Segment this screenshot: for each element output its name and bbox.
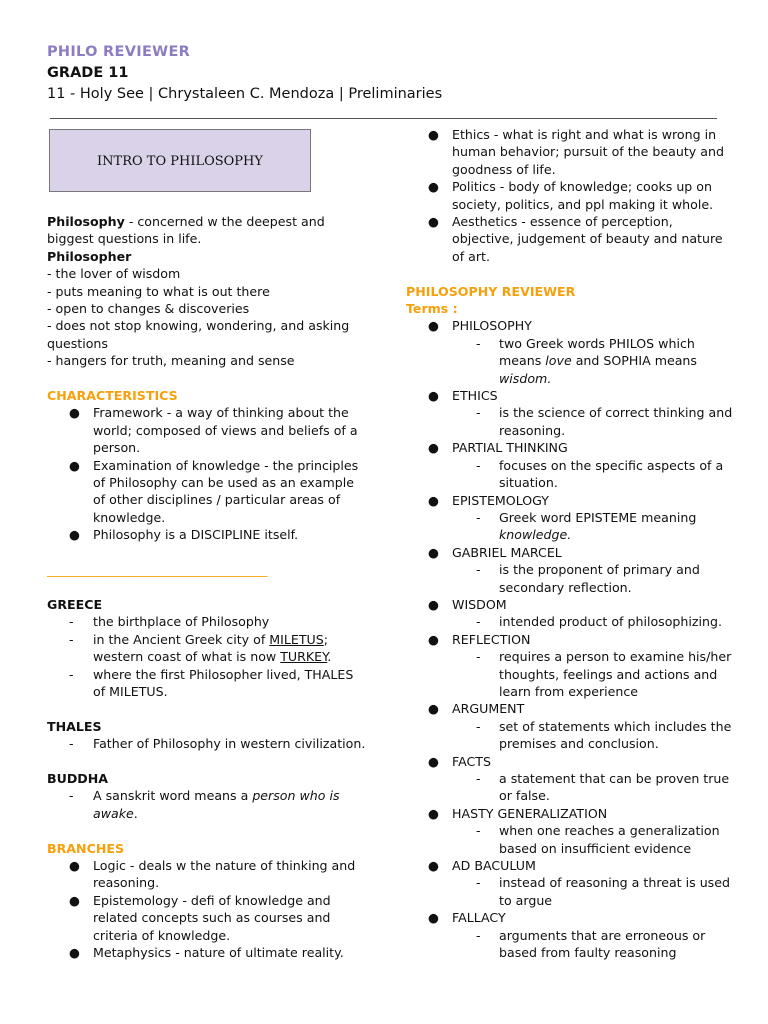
bullet-icon: ● xyxy=(428,214,439,230)
list-item-text: Philosophy is a DISCIPLINE itself. xyxy=(93,527,299,543)
dash-marker: - xyxy=(476,823,481,839)
term-name: FALLACY xyxy=(452,910,506,926)
term-item xyxy=(406,317,736,334)
miletus-link-text: MILETUS xyxy=(269,631,324,647)
term-item xyxy=(406,909,736,926)
dash-marker: - xyxy=(476,718,481,734)
dash-marker: - xyxy=(476,405,481,421)
term-item xyxy=(406,544,736,561)
term-def-text: set of statements which includes the premises and conclusion. xyxy=(499,718,732,752)
term-definition xyxy=(406,874,736,909)
turkey-link-text: TURKEY xyxy=(280,649,328,665)
term-def-text: focuses on the specific aspects of a situation. xyxy=(499,457,724,491)
term-name: ARGUMENT xyxy=(452,701,525,717)
dash-marker: - xyxy=(476,335,481,351)
list-item-text: Metaphysics - nature of ultimate reality. xyxy=(93,944,344,960)
grade-label: GRADE 11 xyxy=(47,65,129,81)
term-name: ETHICS xyxy=(452,388,498,404)
dash-marker: - xyxy=(69,614,74,630)
reviewer-heading: PHILOSOPHY REVIEWER xyxy=(406,283,576,299)
dash-marker: - xyxy=(69,736,74,752)
bullet-icon: ● xyxy=(69,527,80,543)
term-name: REFLECTION xyxy=(452,631,531,647)
bullet-icon: ● xyxy=(428,805,439,821)
bullet-icon: ● xyxy=(69,857,80,873)
dash-marker: - xyxy=(476,457,481,473)
term-definition xyxy=(406,648,736,700)
term-item xyxy=(406,439,736,456)
dash-marker: - xyxy=(476,509,481,525)
dash-marker: - xyxy=(69,666,74,682)
philosopher-line: - open to changes & discoveries xyxy=(47,301,250,317)
term-definition xyxy=(406,561,736,596)
philosopher-line: - the lover of wisdom xyxy=(47,266,181,282)
list-item xyxy=(47,892,367,944)
bullet-icon: ● xyxy=(428,440,439,456)
intro-box xyxy=(49,129,311,192)
list-item-text: Politics - body of knowledge; cooks up on society, politics, and ppl making it whole. xyxy=(452,179,714,212)
list-item-text: in the Ancient Greek city of MILETUS; western coast of what is now TURKEY. xyxy=(93,631,332,665)
list-item xyxy=(47,666,367,701)
bullet-icon: ● xyxy=(428,544,439,560)
left-column xyxy=(47,213,367,961)
bullet-icon: ● xyxy=(428,318,439,334)
list-item xyxy=(47,457,367,527)
term-item xyxy=(406,492,736,509)
list-item xyxy=(47,526,367,543)
dash-marker: - xyxy=(476,927,481,943)
term-item xyxy=(406,805,736,822)
branches-heading: BRANCHES xyxy=(47,840,125,856)
term-def-text: two Greek words PHILOS which means love and SOPHIA means wisdom. xyxy=(499,335,697,386)
philosophy-def: - concerned w the deepest and biggest questions in life. xyxy=(47,214,325,247)
term-definition xyxy=(406,822,736,857)
term-definition xyxy=(406,509,736,544)
term-definition xyxy=(406,335,736,387)
term-item xyxy=(406,753,736,770)
term-item xyxy=(406,700,736,717)
bullet-icon: ● xyxy=(428,631,439,647)
list-item xyxy=(406,126,736,178)
bullet-icon: ● xyxy=(69,457,80,473)
page-title: PHILO REVIEWER xyxy=(47,44,191,60)
term-def-text: a statement that can be proven true or false. xyxy=(499,771,730,804)
bullet-icon: ● xyxy=(69,944,80,960)
list-item-text: Logic - deals w the nature of thinking and reasoning. xyxy=(93,857,356,891)
list-item-text: where the first Philosopher lived, THALES of MILETUS. xyxy=(93,666,354,699)
term-def-text: arguments that are erroneous or based from faulty reasoning xyxy=(499,927,706,961)
list-item-text: Epistemology - defi of knowledge and related concepts such as courses and criteria of knowledge. xyxy=(93,892,331,943)
term-definition xyxy=(406,770,736,805)
term-definition xyxy=(406,718,736,753)
philosopher-line: - puts meaning to what is out there xyxy=(47,283,270,299)
list-item-text: Father of Philosophy in western civilization. xyxy=(93,736,366,752)
list-item xyxy=(47,613,367,630)
right-column xyxy=(406,126,736,961)
bullet-icon: ● xyxy=(428,492,439,508)
term-name: PARTIAL THINKING xyxy=(452,440,568,456)
list-item xyxy=(47,735,367,752)
list-item xyxy=(47,944,367,961)
term-name: GABRIEL MARCEL xyxy=(452,544,562,560)
characteristics-heading: CHARACTERISTICS xyxy=(47,388,178,404)
dash-marker: - xyxy=(476,875,481,891)
list-item-text: A sanskrit word means a person who is awake. xyxy=(93,788,340,821)
term-item xyxy=(406,631,736,648)
bullet-icon: ● xyxy=(428,858,439,874)
term-name: PHILOSOPHY xyxy=(452,318,532,334)
list-item-text: Ethics - what is right and what is wrong in human behavior; pursuit of the beauty and goodness of life. xyxy=(452,127,724,177)
term-item xyxy=(406,387,736,404)
terms-label: Terms : xyxy=(406,301,458,317)
thales-heading: THALES xyxy=(47,718,102,734)
bullet-icon: ● xyxy=(428,179,439,195)
dash-marker: - xyxy=(476,649,481,665)
bullet-icon: ● xyxy=(428,910,439,926)
list-item-text: Examination of knowledge - the principles of Philosophy can be used as an example of other disciplines / particular areas of knowledge. xyxy=(93,457,359,525)
term-def-text: is the science of correct thinking and reasoning. xyxy=(499,405,733,438)
dash-marker: - xyxy=(69,788,74,804)
intro-box-label: INTRO TO PHILOSOPHY xyxy=(97,154,263,169)
bullet-icon: ● xyxy=(428,596,439,612)
term-definition xyxy=(406,613,736,630)
philosopher-term: Philosopher xyxy=(47,248,132,264)
list-item xyxy=(47,787,367,822)
term-name: EPISTEMOLOGY xyxy=(452,492,549,508)
term-name: FACTS xyxy=(452,753,491,769)
list-item-text: the birthplace of Philosophy xyxy=(93,614,270,630)
bullet-icon: ● xyxy=(69,405,80,421)
term-def-text: intended product of philosophizing. xyxy=(499,614,722,630)
header-divider xyxy=(50,118,717,119)
philosophy-definition xyxy=(47,213,367,248)
list-item xyxy=(406,213,736,265)
dash-marker: - xyxy=(476,562,481,578)
term-item xyxy=(406,857,736,874)
philosopher-line: - does not stop knowing, wondering, and asking questions xyxy=(47,318,350,351)
term-def-text: instead of reasoning a threat is used to argue xyxy=(499,875,730,908)
bullet-icon: ● xyxy=(428,701,439,717)
term-def-text: Greek word EPISTEME meaning knowledge. xyxy=(499,509,697,543)
buddha-heading: BUDDHA xyxy=(47,770,109,786)
section-divider: ___________________________________ xyxy=(47,562,268,578)
bullet-icon: ● xyxy=(428,753,439,769)
term-definition xyxy=(406,457,736,492)
term-definition xyxy=(406,927,736,962)
list-item xyxy=(47,857,367,892)
philosophy-term: Philosophy xyxy=(47,214,125,229)
bullet-icon: ● xyxy=(69,892,80,908)
list-item xyxy=(406,178,736,213)
term-definition xyxy=(406,404,736,439)
term-name: AD BACULUM xyxy=(452,858,536,874)
term-item xyxy=(406,596,736,613)
greece-heading: GREECE xyxy=(47,596,103,612)
list-item xyxy=(47,631,367,666)
subtitle: 11 - Holy See | Chrystaleen C. Mendoza | Preliminaries xyxy=(47,86,443,102)
term-def-text: requires a person to examine his/her thoughts, feelings and actions and learn from experience xyxy=(499,649,732,699)
bullet-icon: ● xyxy=(428,127,439,142)
philosopher-line: - hangers for truth, meaning and sense xyxy=(47,353,295,369)
bullet-icon: ● xyxy=(428,388,439,404)
dash-marker: - xyxy=(69,631,74,647)
term-def-text: is the proponent of primary and secondary reflection. xyxy=(499,562,700,595)
dash-marker: - xyxy=(476,771,481,787)
term-name: WISDOM xyxy=(452,596,507,612)
list-item-text: Aesthetics - essence of perception, objective, judgement of beauty and nature of art. xyxy=(452,214,723,264)
term-def-text: when one reaches a generalization based on insufficient evidence xyxy=(499,823,720,856)
dash-marker: - xyxy=(476,614,481,630)
list-item-text: Framework - a way of thinking about the world; composed of views and beliefs of a person. xyxy=(93,405,358,456)
term-name: HASTY GENERALIZATION xyxy=(452,805,608,821)
list-item xyxy=(47,404,367,456)
